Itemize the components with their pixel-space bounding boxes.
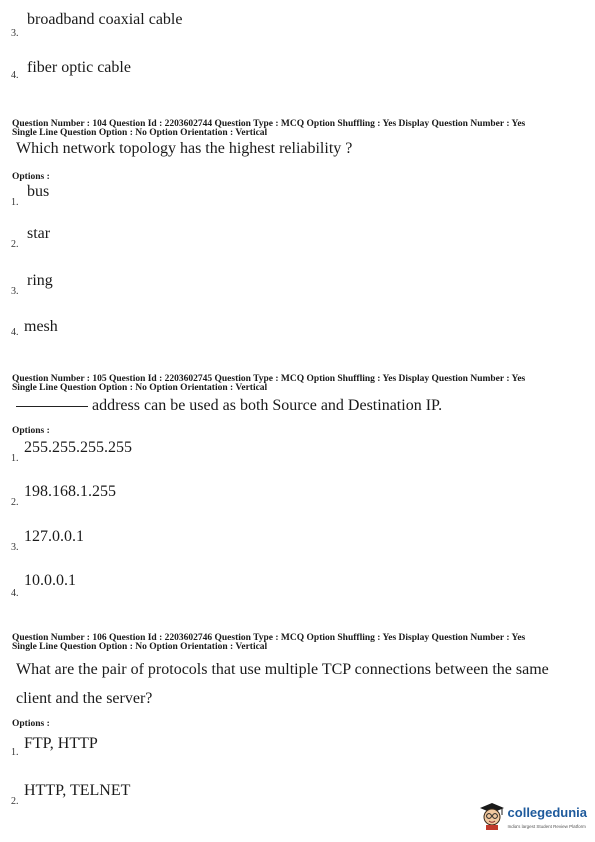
question-text: client and the server? [16, 690, 153, 707]
option-number: 3. [11, 286, 19, 297]
options-label: Options : [12, 172, 50, 182]
student-mascot-icon [479, 802, 505, 830]
option-text: HTTP, TELNET [24, 782, 131, 799]
option-number: 4. [11, 327, 19, 338]
question-header-line: Single Line Question Option : No Option Orientation : Vertical [12, 383, 268, 393]
option-text: 10.0.0.1 [24, 572, 76, 589]
collegedunia-logo [479, 802, 587, 830]
question-text: What are the pair of protocols that use multiple TCP connections between the same [16, 661, 549, 678]
question-text-content: address can be used as both Source and Destination IP. [92, 397, 443, 414]
option-text: fiber optic cable [27, 59, 131, 76]
option-number: 4. [11, 588, 19, 599]
option-text: ring [27, 272, 53, 289]
question-text: Which network topology has the highest reliability ? [16, 140, 353, 157]
option-number: 3. [11, 542, 19, 553]
option-text: FTP, HTTP [24, 735, 98, 752]
option-text: broadband coaxial cable [27, 11, 183, 28]
logo-tagline: India's largest Student Review Platform [507, 823, 586, 829]
option-text: star [27, 225, 51, 242]
logo-text-block [508, 804, 587, 829]
option-text: 255.255.255.255 [24, 439, 132, 456]
question-header [12, 375, 587, 393]
option-number: 1. [11, 197, 19, 208]
question-header-line: Question Number : 104 Question Id : 2203602744 Question Type : MCQ Option Shuffling : Yes Display Question Number : Yes [12, 119, 526, 129]
option-number: 3. [11, 28, 19, 39]
option-number: 1. [11, 453, 19, 464]
option-number: 2. [11, 796, 19, 807]
option-text: bus [27, 183, 50, 200]
option-number: 1. [11, 747, 19, 758]
question-text [16, 397, 442, 415]
question-header [12, 120, 587, 138]
question-header-line: Single Line Question Option : No Option Orientation : Vertical [12, 128, 268, 138]
option-text: 198.168.1.255 [24, 483, 116, 500]
option-text: mesh [24, 318, 58, 335]
options-label: Options : [12, 719, 50, 729]
option-number: 2. [11, 239, 19, 250]
question-header-line: Single Line Question Option : No Option Orientation : Vertical [12, 642, 268, 652]
option-number: 2. [11, 497, 19, 508]
question-header [12, 634, 587, 652]
options-label: Options : [12, 426, 50, 436]
logo-name: collegedunia [507, 804, 587, 820]
option-number: 4. [11, 70, 19, 81]
question-header-line: Question Number : 106 Question Id : 2203602746 Question Type : MCQ Option Shuffling : Yes Display Question Number : Yes [12, 633, 526, 643]
question-header-line: Question Number : 105 Question Id : 2203602745 Question Type : MCQ Option Shuffling : Yes Display Question Number : Yes [12, 374, 526, 384]
fill-in-blank [16, 406, 88, 407]
option-text: 127.0.0.1 [24, 528, 84, 545]
